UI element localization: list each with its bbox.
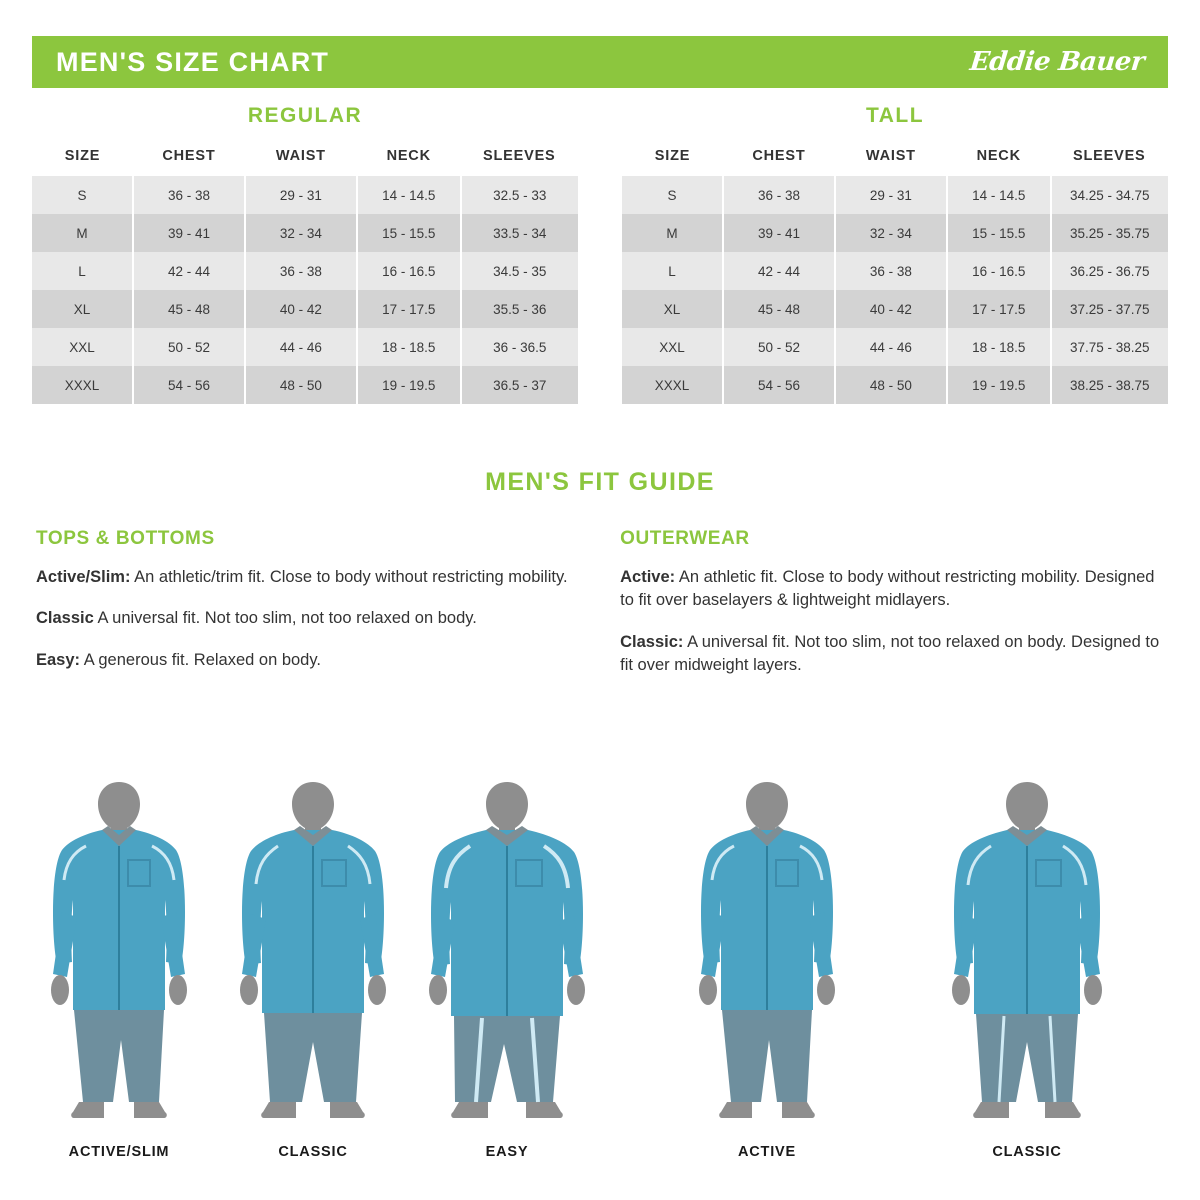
table-row [32, 366, 578, 404]
column-header-chest: CHEST [752, 148, 806, 164]
cell-sleeves: 36.5 - 37 [461, 366, 578, 404]
cell-waist: 29 - 31 [245, 176, 357, 214]
cell-chest: 45 - 48 [133, 290, 245, 328]
cell-sleeves: 34.5 - 35 [461, 252, 578, 290]
cell-chest: 39 - 41 [723, 214, 835, 252]
column-header-size: SIZE [64, 148, 101, 164]
table-caption-tall: TALL [865, 104, 925, 127]
figure-active-outerwear [672, 768, 862, 1160]
cell-waist: 44 - 46 [245, 328, 357, 366]
fit-term: Classic: [620, 632, 684, 651]
cell-chest: 42 - 44 [133, 252, 245, 290]
fit-guide-columns [36, 528, 1172, 696]
page-header [32, 36, 1168, 88]
table-regular [32, 142, 578, 404]
cell-size: XXL [32, 328, 133, 366]
cell-chest: 54 - 56 [133, 366, 245, 404]
figure-label: ACTIVE [738, 1144, 796, 1160]
cell-waist: 29 - 31 [835, 176, 947, 214]
brand-logo: Eddie Bauer [968, 47, 1146, 77]
male-figure-jacket-pants-icon [412, 768, 602, 1138]
cell-waist: 40 - 42 [835, 290, 947, 328]
cell-chest: 50 - 52 [133, 328, 245, 366]
fit-item [36, 607, 572, 630]
column-header-waist: WAIST [865, 148, 916, 164]
size-tables [32, 104, 1168, 404]
fit-term: Active/Slim: [36, 568, 131, 586]
cell-sleeves: 37.25 - 37.75 [1051, 290, 1168, 328]
table-row [32, 214, 578, 252]
fit-guide-title: MEN'S FIT GUIDE [485, 468, 715, 496]
table-row [622, 252, 1168, 290]
fit-text: An athletic fit. Close to body without restricting mobility. Designed to fit over baselayers & lightweight midlayers. [620, 568, 1155, 610]
fit-text: A universal fit. Not too slim, not too relaxed on body. Designed to fit over midweight layers. [620, 632, 1160, 675]
column-header-sleeves: SLEEVES [483, 148, 556, 164]
cell-sleeves: 37.75 - 38.25 [1051, 328, 1168, 366]
cell-waist: 48 - 50 [245, 366, 357, 404]
cell-sleeves: 32.5 - 33 [461, 176, 578, 214]
size-table-tall [622, 104, 1168, 404]
table-row [622, 290, 1168, 328]
table-row [32, 290, 578, 328]
fit-item [36, 649, 572, 672]
table-row [622, 214, 1168, 252]
cell-size: XL [32, 290, 133, 328]
fit-text: A generous fit. Relaxed on body. [80, 650, 321, 669]
cell-waist: 32 - 34 [245, 214, 357, 252]
male-figure-jacket-pants-icon [218, 768, 408, 1138]
figure-classic-tops [218, 768, 408, 1160]
fit-term: Easy: [36, 650, 81, 669]
cell-size: L [32, 252, 133, 290]
column-header-neck: NECK [976, 148, 1021, 164]
fit-term: Classic [36, 609, 94, 628]
male-figure-jacket-pants-icon [24, 768, 214, 1138]
cell-chest: 39 - 41 [133, 214, 245, 252]
cell-size: S [622, 176, 723, 214]
table-row [622, 176, 1168, 214]
cell-size: M [622, 214, 723, 252]
cell-size: S [32, 176, 133, 214]
table-row [32, 176, 578, 214]
cell-waist: 48 - 50 [835, 366, 947, 404]
cell-neck: 18 - 18.5 [357, 328, 461, 366]
column-header-waist: WAIST [275, 148, 326, 164]
figure-label: EASY [485, 1144, 529, 1160]
page-title: MEN'S SIZE CHART [56, 46, 330, 77]
table-row [622, 328, 1168, 366]
cell-neck: 14 - 14.5 [947, 176, 1051, 214]
fit-term: Active: [620, 568, 676, 586]
table-header-row [622, 142, 1168, 176]
figure-easy [412, 768, 602, 1160]
fit-item [36, 566, 572, 589]
cell-size: XXXL [32, 366, 133, 404]
cell-size: XL [622, 290, 723, 328]
column-header-sleeves: SLEEVES [1073, 148, 1146, 164]
column-header-chest: CHEST [162, 148, 216, 164]
column-header-size: SIZE [654, 148, 691, 164]
table-row [622, 366, 1168, 404]
cell-chest: 36 - 38 [723, 176, 835, 214]
cell-waist: 40 - 42 [245, 290, 357, 328]
cell-sleeves: 33.5 - 34 [461, 214, 578, 252]
cell-chest: 45 - 48 [723, 290, 835, 328]
fit-column-tops-bottoms [36, 528, 572, 696]
cell-neck: 18 - 18.5 [947, 328, 1051, 366]
cell-neck: 16 - 16.5 [947, 252, 1051, 290]
cell-size: XXL [622, 328, 723, 366]
cell-sleeves: 35.25 - 35.75 [1051, 214, 1168, 252]
cell-size: XXXL [622, 366, 723, 404]
fit-column-outerwear [620, 528, 1172, 696]
male-figure-jacket-pants-icon [672, 768, 862, 1138]
cell-size: M [32, 214, 133, 252]
cell-neck: 17 - 17.5 [947, 290, 1051, 328]
fit-text: An athletic/trim fit. Close to body without restricting mobility. [130, 568, 568, 586]
figure-classic-outerwear [932, 768, 1122, 1160]
fit-heading-tops-bottoms: TOPS & BOTTOMS [36, 528, 215, 549]
cell-neck: 19 - 19.5 [357, 366, 461, 404]
size-table-regular [32, 104, 578, 404]
cell-neck: 19 - 19.5 [947, 366, 1051, 404]
cell-chest: 50 - 52 [723, 328, 835, 366]
cell-sleeves: 36 - 36.5 [461, 328, 578, 366]
fit-figures [0, 768, 1200, 1188]
table-tall [622, 142, 1168, 404]
cell-waist: 36 - 38 [245, 252, 357, 290]
fit-item [620, 566, 1172, 613]
cell-waist: 44 - 46 [835, 328, 947, 366]
cell-neck: 15 - 15.5 [947, 214, 1051, 252]
figure-label: CLASSIC [278, 1144, 348, 1160]
cell-neck: 14 - 14.5 [357, 176, 461, 214]
table-caption-regular: REGULAR [247, 104, 363, 127]
cell-waist: 32 - 34 [835, 214, 947, 252]
column-header-neck: NECK [386, 148, 431, 164]
cell-sleeves: 36.25 - 36.75 [1051, 252, 1168, 290]
cell-neck: 17 - 17.5 [357, 290, 461, 328]
table-row [32, 252, 578, 290]
male-figure-jacket-pants-icon [932, 768, 1122, 1138]
figure-label: ACTIVE/SLIM [68, 1144, 170, 1160]
fit-text: A universal fit. Not too slim, not too relaxed on body. [93, 609, 477, 628]
fit-item [620, 631, 1172, 678]
cell-size: L [622, 252, 723, 290]
cell-chest: 54 - 56 [723, 366, 835, 404]
cell-neck: 16 - 16.5 [357, 252, 461, 290]
cell-sleeves: 35.5 - 36 [461, 290, 578, 328]
table-row [32, 328, 578, 366]
cell-chest: 36 - 38 [133, 176, 245, 214]
cell-neck: 15 - 15.5 [357, 214, 461, 252]
cell-waist: 36 - 38 [835, 252, 947, 290]
figure-active-slim [24, 768, 214, 1160]
cell-sleeves: 38.25 - 38.75 [1051, 366, 1168, 404]
fit-heading-outerwear: OUTERWEAR [620, 528, 750, 549]
cell-sleeves: 34.25 - 34.75 [1051, 176, 1168, 214]
figure-label: CLASSIC [992, 1144, 1062, 1160]
cell-chest: 42 - 44 [723, 252, 835, 290]
table-header-row [32, 142, 578, 176]
